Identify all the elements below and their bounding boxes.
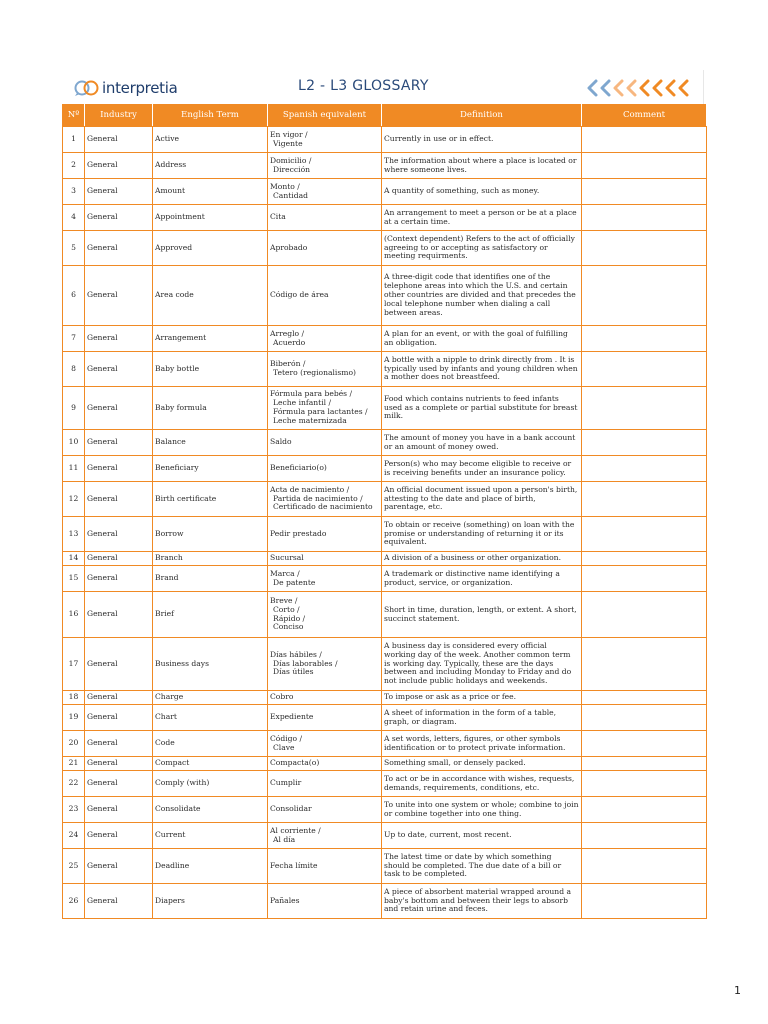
- row-english-term: Balance: [153, 430, 268, 456]
- row-english-term: Appointment: [153, 205, 268, 231]
- row-spanish-equivalent: [268, 592, 382, 638]
- row-industry: General: [85, 823, 153, 849]
- row-english-term: Code: [153, 731, 268, 757]
- spanish-line: Al corriente /: [270, 825, 321, 835]
- row-spanish-equivalent: [268, 797, 382, 823]
- row-english-term: Baby formula: [153, 387, 268, 430]
- spanish-line: Código /: [270, 733, 303, 743]
- row-industry: General: [85, 771, 153, 797]
- row-number: 16: [63, 592, 85, 638]
- row-english-term: Business days: [153, 638, 268, 691]
- row-english-term: Baby bottle: [153, 352, 268, 387]
- row-industry: General: [85, 205, 153, 231]
- row-definition: A bottle with a nipple to drink directly from . It is typically used by infants and young children when a mother does not breastfeed.: [382, 352, 582, 387]
- table-row: [63, 153, 707, 179]
- table-row: [63, 691, 707, 705]
- row-comment: [582, 517, 707, 552]
- row-number: 6: [63, 266, 85, 326]
- row-definition: To unite into one system or whole; combine to join or combine together into one thing.: [382, 797, 582, 823]
- row-number: 3: [63, 179, 85, 205]
- row-number: 8: [63, 352, 85, 387]
- row-comment: [582, 266, 707, 326]
- row-definition: To impose or ask as a price or fee.: [382, 691, 582, 705]
- row-english-term: Amount: [153, 179, 268, 205]
- spanish-line: Acta de nacimiento /: [270, 484, 350, 494]
- row-definition: An official document issued upon a person's birth, attesting to the date and place of birth, parentage, etc.: [382, 482, 582, 517]
- table-row: [63, 127, 707, 153]
- row-english-term: Arrangement: [153, 326, 268, 352]
- page-header: [62, 72, 706, 104]
- spanish-line: Corto /: [273, 604, 300, 614]
- col-header-industry: Industry: [85, 105, 153, 127]
- spanish-line: Tetero (regionalismo): [273, 368, 356, 377]
- row-industry: General: [85, 797, 153, 823]
- row-definition: Something small, or densely packed.: [382, 757, 582, 771]
- spanish-line: Sucursal: [270, 553, 304, 563]
- table-row: [63, 326, 707, 352]
- spanish-line: Arreglo /: [270, 328, 305, 338]
- row-english-term: Brand: [153, 566, 268, 592]
- row-english-term: Address: [153, 153, 268, 179]
- row-spanish-equivalent: [268, 179, 382, 205]
- spanish-line: En vigor /: [270, 129, 308, 139]
- row-definition: A plan for an event, or with the goal of fulfilling an obligation.: [382, 326, 582, 352]
- spanish-line: Fecha límite: [270, 860, 318, 870]
- spanish-line: Monto /: [270, 181, 300, 191]
- row-comment: [582, 205, 707, 231]
- row-industry: General: [85, 638, 153, 691]
- row-english-term: Borrow: [153, 517, 268, 552]
- row-number: 2: [63, 153, 85, 179]
- row-spanish-equivalent: [268, 823, 382, 849]
- spanish-line: Cita: [270, 212, 286, 222]
- row-english-term: Area code: [153, 266, 268, 326]
- row-industry: General: [85, 127, 153, 153]
- table-row: [63, 231, 707, 266]
- row-definition: Up to date, current, most recent.: [382, 823, 582, 849]
- row-comment: [582, 884, 707, 919]
- row-industry: General: [85, 430, 153, 456]
- row-definition: A quantity of something, such as money.: [382, 179, 582, 205]
- row-industry: General: [85, 153, 153, 179]
- spanish-line: Rápido /: [273, 613, 306, 623]
- row-spanish-equivalent: [268, 352, 382, 387]
- spanish-line: Saldo: [270, 437, 292, 447]
- row-spanish-equivalent: [268, 205, 382, 231]
- row-spanish-equivalent: [268, 771, 382, 797]
- row-number: 26: [63, 884, 85, 919]
- table-row: [63, 823, 707, 849]
- spanish-line: Pañales: [270, 895, 300, 905]
- row-number: 4: [63, 205, 85, 231]
- row-english-term: Approved: [153, 231, 268, 266]
- row-definition: A trademark or distinctive name identifying a product, service, or organization.: [382, 566, 582, 592]
- col-header-definition: Definition: [382, 105, 582, 127]
- spanish-line: Certificado de nacimiento: [273, 502, 373, 512]
- row-comment: [582, 352, 707, 387]
- row-comment: [582, 797, 707, 823]
- row-number: 24: [63, 823, 85, 849]
- row-definition: A business day is considered every official working day of the week. Another common term is working day. Typically, these are the days between and including Monday to Friday and do not include public holidays and weekends.: [382, 638, 582, 691]
- spanish-line: Días laborables /: [273, 658, 338, 668]
- row-spanish-equivalent: [268, 731, 382, 757]
- row-industry: General: [85, 326, 153, 352]
- row-number: 14: [63, 552, 85, 566]
- row-industry: General: [85, 387, 153, 430]
- row-definition: A set words, letters, figures, or other symbols identification or to protect private information.: [382, 731, 582, 757]
- row-number: 15: [63, 566, 85, 592]
- spanish-line: Dirección: [273, 164, 311, 174]
- col-header-english-term: English Term: [153, 105, 268, 127]
- row-english-term: Charge: [153, 691, 268, 705]
- row-spanish-equivalent: [268, 326, 382, 352]
- row-comment: [582, 456, 707, 482]
- row-comment: [582, 153, 707, 179]
- speech-bubbles-icon: [74, 79, 100, 97]
- spanish-line: Breve /: [270, 595, 298, 605]
- row-industry: General: [85, 266, 153, 326]
- row-comment: [582, 638, 707, 691]
- row-industry: General: [85, 884, 153, 919]
- table-row: [63, 205, 707, 231]
- table-row: [63, 757, 707, 771]
- spanish-line: Fórmula para bebés /: [270, 389, 353, 399]
- row-english-term: Beneficiary: [153, 456, 268, 482]
- row-industry: General: [85, 757, 153, 771]
- table-row: [63, 705, 707, 731]
- table-row: [63, 884, 707, 919]
- row-spanish-equivalent: [268, 456, 382, 482]
- glossary-table: [62, 104, 707, 919]
- row-spanish-equivalent: [268, 884, 382, 919]
- row-definition: A division of a business or other organization.: [382, 552, 582, 566]
- row-spanish-equivalent: [268, 127, 382, 153]
- row-english-term: Deadline: [153, 849, 268, 884]
- row-spanish-equivalent: [268, 153, 382, 179]
- row-definition: Short in time, duration, length, or extent. A short, succinct statement.: [382, 592, 582, 638]
- interpretia-logo: [74, 76, 177, 100]
- row-spanish-equivalent: [268, 691, 382, 705]
- row-number: 23: [63, 797, 85, 823]
- row-number: 5: [63, 231, 85, 266]
- row-spanish-equivalent: [268, 430, 382, 456]
- row-comment: [582, 430, 707, 456]
- spanish-line: Beneficiario(o): [270, 463, 327, 473]
- row-number: 12: [63, 482, 85, 517]
- spanish-line: Cantidad: [273, 190, 308, 200]
- table-row: [63, 638, 707, 691]
- row-comment: [582, 771, 707, 797]
- row-definition: The information about where a place is located or where someone lives.: [382, 153, 582, 179]
- spanish-line: Domicilio /: [270, 155, 312, 165]
- table-row: [63, 797, 707, 823]
- row-industry: General: [85, 179, 153, 205]
- row-number: 13: [63, 517, 85, 552]
- row-comment: [582, 552, 707, 566]
- row-industry: General: [85, 731, 153, 757]
- spanish-line: Leche infantil /: [273, 398, 332, 408]
- row-comment: [582, 179, 707, 205]
- row-industry: General: [85, 352, 153, 387]
- row-number: 20: [63, 731, 85, 757]
- spanish-line: Clave: [273, 742, 295, 752]
- table-row: [63, 430, 707, 456]
- table-row: [63, 517, 707, 552]
- spanish-line: Días hábiles /: [270, 649, 322, 659]
- row-english-term: Birth certificate: [153, 482, 268, 517]
- row-industry: General: [85, 592, 153, 638]
- row-english-term: Compact: [153, 757, 268, 771]
- table-row: [63, 482, 707, 517]
- row-number: 18: [63, 691, 85, 705]
- row-definition: The latest time or date by which something should be completed. The due date of a bill or task to be completed.: [382, 849, 582, 884]
- row-spanish-equivalent: [268, 387, 382, 430]
- row-comment: [582, 482, 707, 517]
- row-definition: Currently in use or in effect.: [382, 127, 582, 153]
- row-comment: [582, 705, 707, 731]
- row-industry: General: [85, 456, 153, 482]
- spanish-line: Cumplir: [270, 778, 302, 788]
- spanish-line: Expediente: [270, 712, 314, 722]
- row-number: 21: [63, 757, 85, 771]
- row-number: 11: [63, 456, 85, 482]
- page-title: L2 - L3 GLOSSARY: [298, 78, 429, 94]
- header-divider: [703, 70, 704, 106]
- spanish-line: Partida de nacimiento /: [273, 493, 363, 503]
- spanish-line: Leche maternizada: [273, 415, 347, 425]
- row-number: 17: [63, 638, 85, 691]
- row-english-term: Comply (with): [153, 771, 268, 797]
- glossary-body: [63, 127, 707, 919]
- table-row: [63, 731, 707, 757]
- spanish-line: Fórmula para lactantes /: [273, 407, 368, 416]
- table-row: [63, 179, 707, 205]
- row-definition: Food which contains nutrients to feed infants used as a complete or partial substitute for breast milk.: [382, 387, 582, 430]
- row-industry: General: [85, 849, 153, 884]
- table-row: [63, 592, 707, 638]
- row-definition: A sheet of information in the form of a table, graph, or diagram.: [382, 705, 582, 731]
- row-definition: To obtain or receive (something) on loan with the promise or understanding of returning it or its equivalent.: [382, 517, 582, 552]
- spanish-line: Días útiles: [273, 667, 314, 677]
- row-comment: [582, 127, 707, 153]
- spanish-line: Al día: [273, 834, 296, 844]
- row-number: 10: [63, 430, 85, 456]
- page-number: 1: [734, 984, 741, 997]
- row-comment: [582, 326, 707, 352]
- row-english-term: Current: [153, 823, 268, 849]
- spanish-line: Compacta(o): [270, 758, 320, 768]
- row-spanish-equivalent: [268, 231, 382, 266]
- row-spanish-equivalent: [268, 566, 382, 592]
- row-definition: An arrangement to meet a person or be at a place at a certain time.: [382, 205, 582, 231]
- row-spanish-equivalent: [268, 757, 382, 771]
- spanish-line: Conciso: [273, 622, 304, 632]
- row-spanish-equivalent: [268, 482, 382, 517]
- row-number: 22: [63, 771, 85, 797]
- spanish-line: Vigente: [273, 138, 303, 148]
- row-industry: General: [85, 482, 153, 517]
- row-definition: (Context dependent) Refers to the act of officially agreeing to or accepting as satisfactory or meeting requirments.: [382, 231, 582, 266]
- row-spanish-equivalent: [268, 266, 382, 326]
- row-english-term: Branch: [153, 552, 268, 566]
- row-comment: [582, 387, 707, 430]
- row-comment: [582, 757, 707, 771]
- col-header-number: Nº: [63, 105, 85, 127]
- col-header-comment: Comment: [582, 105, 707, 127]
- spanish-line: Consolidar: [270, 804, 312, 814]
- table-row: [63, 266, 707, 326]
- row-comment: [582, 849, 707, 884]
- row-number: 7: [63, 326, 85, 352]
- row-industry: General: [85, 691, 153, 705]
- row-english-term: Active: [153, 127, 268, 153]
- row-spanish-equivalent: [268, 552, 382, 566]
- table-row: [63, 352, 707, 387]
- row-definition: A three-digit code that identifies one of the telephone areas into which the U.S. and certain other countries are divided and that precedes the local telephone number when dialing a call between areas.: [382, 266, 582, 326]
- spanish-line: Cobro: [270, 692, 294, 702]
- row-spanish-equivalent: [268, 705, 382, 731]
- spanish-line: Pedir prestado: [270, 528, 327, 538]
- row-comment: [582, 566, 707, 592]
- row-english-term: Brief: [153, 592, 268, 638]
- table-row: [63, 456, 707, 482]
- spanish-line: De patente: [273, 577, 316, 587]
- row-definition: Person(s) who may become eligible to receive or is receiving benefits under an insurance policy.: [382, 456, 582, 482]
- row-comment: [582, 691, 707, 705]
- row-number: 1: [63, 127, 85, 153]
- table-row: [63, 566, 707, 592]
- row-spanish-equivalent: [268, 849, 382, 884]
- spanish-line: Marca /: [270, 568, 300, 578]
- row-number: 25: [63, 849, 85, 884]
- row-industry: General: [85, 231, 153, 266]
- row-industry: General: [85, 705, 153, 731]
- brand-name: interpretia: [102, 79, 178, 97]
- chevrons-left-icon: [586, 78, 698, 98]
- row-industry: General: [85, 566, 153, 592]
- table-header-row: [63, 105, 707, 127]
- table-row: [63, 849, 707, 884]
- row-definition: A piece of absorbent material wrapped around a baby's bottom and between their legs to absorb and retain urine and feces.: [382, 884, 582, 919]
- spanish-line: Aprobado: [270, 242, 308, 252]
- row-number: 9: [63, 387, 85, 430]
- row-english-term: Chart: [153, 705, 268, 731]
- table-row: [63, 771, 707, 797]
- row-industry: General: [85, 552, 153, 566]
- row-spanish-equivalent: [268, 638, 382, 691]
- row-comment: [582, 823, 707, 849]
- spanish-line: Biberón /: [270, 359, 306, 369]
- row-number: 19: [63, 705, 85, 731]
- row-definition: To act or be in accordance with wishes, requests, demands, requirements, conditions, etc.: [382, 771, 582, 797]
- row-comment: [582, 231, 707, 266]
- row-definition: The amount of money you have in a bank account or an amount of money owed.: [382, 430, 582, 456]
- row-comment: [582, 731, 707, 757]
- spanish-line: Código de área: [270, 290, 329, 300]
- row-english-term: Consolidate: [153, 797, 268, 823]
- table-row: [63, 387, 707, 430]
- col-header-spanish-equivalent: Spanish equivalent: [268, 105, 382, 127]
- row-english-term: Diapers: [153, 884, 268, 919]
- row-industry: General: [85, 517, 153, 552]
- row-comment: [582, 592, 707, 638]
- row-spanish-equivalent: [268, 517, 382, 552]
- table-row: [63, 552, 707, 566]
- spanish-line: Acuerdo: [273, 337, 306, 347]
